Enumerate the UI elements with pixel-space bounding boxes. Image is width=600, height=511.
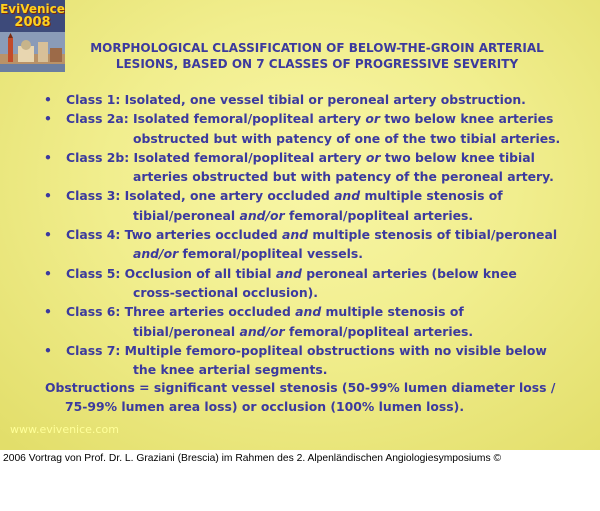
bullet-icon: • bbox=[44, 188, 52, 204]
bullet-icon: • bbox=[44, 342, 52, 358]
class-line2: arteries obstructed but with patency of the peroneal artery. bbox=[133, 169, 554, 185]
class-item-3 bbox=[44, 148, 584, 187]
class-item-8 bbox=[44, 341, 584, 380]
class-line1: Class 6: Three arteries occluded and multiple stenosis of bbox=[66, 304, 464, 320]
class-item-6 bbox=[44, 264, 584, 303]
class-line2: the knee arterial segments. bbox=[133, 362, 328, 378]
venice-skyline-icon bbox=[0, 32, 65, 72]
class-line1: Class 7: Multiple femoro-popliteal obstructions with no visible below bbox=[66, 342, 547, 358]
class-line1: Class 5: Occlusion of all tibial and peroneal arteries (below knee bbox=[66, 265, 517, 281]
class-item-2 bbox=[44, 109, 584, 148]
classification-list bbox=[44, 90, 584, 379]
bullet-icon: • bbox=[44, 227, 52, 243]
obstructions-definition bbox=[45, 378, 595, 416]
logo-line2: 2008 bbox=[14, 15, 51, 30]
title-line2: LESIONS, BASED ON 7 CLASSES OF PROGRESSIVE SEVERITY bbox=[115, 57, 519, 71]
logo-line1: EviVenice bbox=[0, 2, 65, 16]
class-line1: Class 2a: Isolated femoral/popliteal artery or two below knee arteries bbox=[66, 111, 554, 127]
emphasis-word: and bbox=[275, 265, 302, 281]
source-caption: 2006 Vortrag von Prof. Dr. L. Graziani (Brescia) im Rahmen des 2. Alpenländischen Angiologiesymposiums © bbox=[3, 453, 502, 464]
class-line1: Class 3: Isolated, one artery occluded and multiple stenosis of bbox=[66, 188, 503, 204]
bullet-icon: • bbox=[44, 265, 52, 281]
slide-title bbox=[62, 40, 572, 72]
emphasis-word: and bbox=[295, 304, 322, 320]
website-watermark: www.evivenice.com bbox=[10, 423, 119, 436]
class-line2: tibial/peroneal and/or femoral/popliteal arteries. bbox=[133, 207, 474, 223]
class-line2: tibial/peroneal and/or femoral/popliteal arteries. bbox=[133, 323, 474, 339]
footnote-line2: 75-99% lumen area loss) or occlusion (100% lumen loss). bbox=[65, 399, 465, 414]
bullet-icon: • bbox=[44, 92, 52, 107]
emphasis-word: and/or bbox=[239, 207, 285, 223]
emphasis-word: and/or bbox=[133, 246, 179, 262]
emphasis-word: or bbox=[365, 111, 381, 127]
class-item-7 bbox=[44, 302, 584, 341]
class-line1: Class 2b: Isolated femoral/popliteal artery or two below knee tibial bbox=[66, 149, 535, 165]
class-line2: and/or femoral/popliteal vessels. bbox=[133, 246, 363, 262]
title-line1: MORPHOLOGICAL CLASSIFICATION OF BELOW-THE-GROIN ARTERIAL bbox=[90, 41, 544, 55]
bullet-icon: • bbox=[44, 149, 52, 165]
class-item-4 bbox=[44, 186, 584, 225]
class-line2: cross-sectional occlusion). bbox=[133, 284, 319, 300]
class-line1: Class 1: Isolated, one vessel tibial or peroneal artery obstruction. bbox=[66, 92, 526, 107]
bullet-icon: • bbox=[44, 111, 52, 127]
emphasis-word: and bbox=[334, 188, 361, 204]
logo-text bbox=[0, 0, 65, 35]
bullet-icon: • bbox=[44, 304, 52, 320]
footnote-line1: Obstructions = significant vessel stenosis (50-99% lumen diameter loss / bbox=[45, 380, 556, 395]
emphasis-word: and/or bbox=[239, 323, 285, 339]
emphasis-word: and bbox=[282, 227, 309, 243]
class-line1: Class 4: Two arteries occluded and multiple stenosis of tibial/peroneal bbox=[66, 227, 558, 243]
class-item-5 bbox=[44, 225, 584, 264]
class-item-1 bbox=[44, 90, 584, 109]
emphasis-word: or bbox=[365, 149, 381, 165]
evivenice-logo bbox=[0, 0, 65, 72]
class-line2: obstructed but with patency of one of the two tibial arteries. bbox=[133, 130, 561, 146]
